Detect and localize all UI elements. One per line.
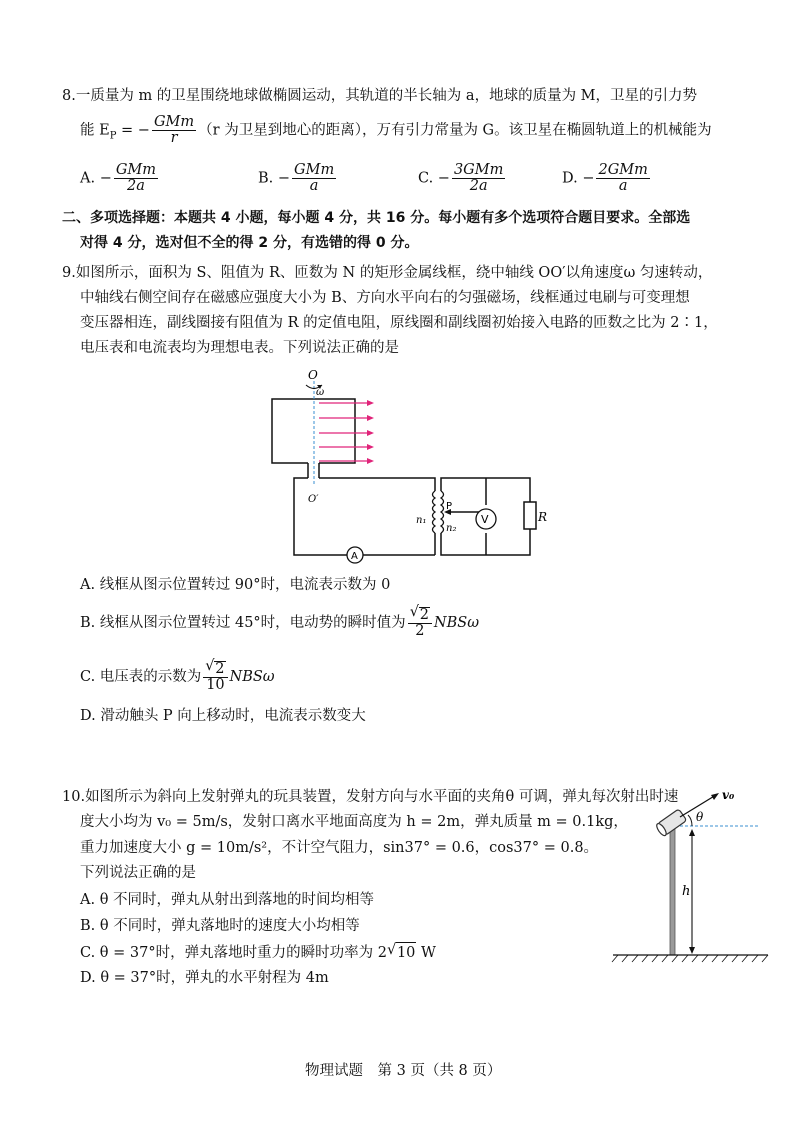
label-n1: n₁ (416, 515, 427, 526)
q9-line4: 电压表和电流表均为理想电表。下列说法正确的是 (80, 340, 399, 356)
q8-option-d[interactable]: D. − $\frac{\text{2GMm}}{a}$ (562, 162, 648, 194)
q9-option-d[interactable]: D. 滑动触头 P 向上移动时，电流表示数变大 (80, 708, 366, 724)
label-P: P (446, 501, 453, 512)
page-footer: 物理试题 第 3 页（共 8 页） (305, 1063, 502, 1079)
q10-line4: 下列说法正确的是 (80, 865, 196, 881)
label-n2: n₂ (446, 523, 457, 534)
q8-option-a[interactable]: A. − $\frac{\text{GMm}}{2a}$ (80, 162, 157, 194)
q10-option-d[interactable]: D. θ = 37°时，弹丸的水平射程为 4m (80, 970, 329, 986)
label-V: V (481, 513, 489, 526)
q8-potential-fraction: $\frac{\text{GMm}}{r}$ (153, 114, 195, 146)
label-v0: v₀ (722, 788, 735, 802)
q9-option-c[interactable]: C. 电压表的示数为 √ 2 10 NBSω (80, 658, 275, 693)
section2-heading-line1: 二、多项选择题：本题共 4 小题，每小题 4 分，共 16 分。每小题有多个选项符合题目要求。全部选 (62, 210, 691, 226)
transformer-coils (433, 491, 444, 533)
q10-line1: 10.如图所示为斜向上发射弹丸的玩具装置，发射方向与水平面的夹角θ 可调，弹丸每次射出时速 (62, 789, 679, 805)
q8-number: 8. (62, 88, 76, 104)
q8-line2: 能 $E_P$ = − $\frac{\text{GMm}}{r}$ （r 为卫星到地心的距离），万有引力常量为 G。该卫星在椭圆轨道上的机械能为 (80, 114, 712, 146)
q9-line1: 9.如图所示，面积为 S、阻值为 R、匝数为 N 的矩形金属线框，绕中轴线 OO′以角速度ω 匀速转动， (62, 265, 713, 281)
q9-circuit-diagram (262, 365, 552, 575)
magnetic-field-arrows (319, 403, 370, 461)
q8-option-c[interactable]: C. − $\frac{\text{3GMm}}{2a}$ (418, 162, 504, 194)
q9-option-a[interactable]: A. 线框从图示位置转过 90°时，电流表示数为 0 (80, 577, 391, 593)
label-h: h (682, 884, 691, 899)
label-A: A (351, 551, 358, 562)
label-omega: ω (316, 387, 325, 398)
q8-line1: 8.一质量为 m 的卫星围绕地球做椭圆运动，其轨道的半长轴为 a，地球的质量为 M，卫星的引力势 (62, 88, 698, 104)
q10-line2: 度大小均为 v₀ = 5m/s，发射口离水平地面高度为 h = 2m，弹丸质量 m = 0.1kg， (80, 814, 628, 830)
label-O: O (308, 368, 318, 382)
label-O-prime: O′ (308, 494, 319, 505)
q10-launcher-diagram (608, 785, 773, 970)
q9-line2: 中轴线右侧空间存在磁感应强度大小为 B、方向水平向右的匀强磁场，线框通过电刷与可变理想 (80, 290, 690, 306)
q10-line3: 重力加速度大小 g = 10m/s²，不计空气阻力，sin37° = 0.6，cos37° = 0.8。 (80, 840, 599, 856)
q10-option-b[interactable]: B. θ 不同时，弹丸落地时的速度大小均相等 (80, 918, 360, 934)
q9-option-b[interactable]: B. 线框从图示位置转过 45°时，电动势的瞬时值为 √ 2 2 NBSω (80, 604, 480, 639)
label-R: R (538, 510, 548, 524)
q10-option-a[interactable]: A. θ 不同时，弹丸从射出到落地的时间均相等 (80, 892, 375, 908)
q9-line3: 变压器相连，副线圈接有阻值为 R 的定值电阻，原线圈和副线圈初始接入电路的匝数之比为 2∶1， (80, 315, 718, 331)
label-theta: θ (696, 810, 704, 824)
q8-option-b[interactable]: B. − $\frac{\text{GMm}}{a}$ (258, 162, 335, 194)
q10-option-c[interactable]: C. θ = 37°时，弹丸落地时重力的瞬时功率为 2 √ 10 W (80, 942, 436, 961)
section2-heading-line2: 对得 4 分，选对但不全的得 2 分，有选错的得 0 分。 (80, 235, 419, 251)
